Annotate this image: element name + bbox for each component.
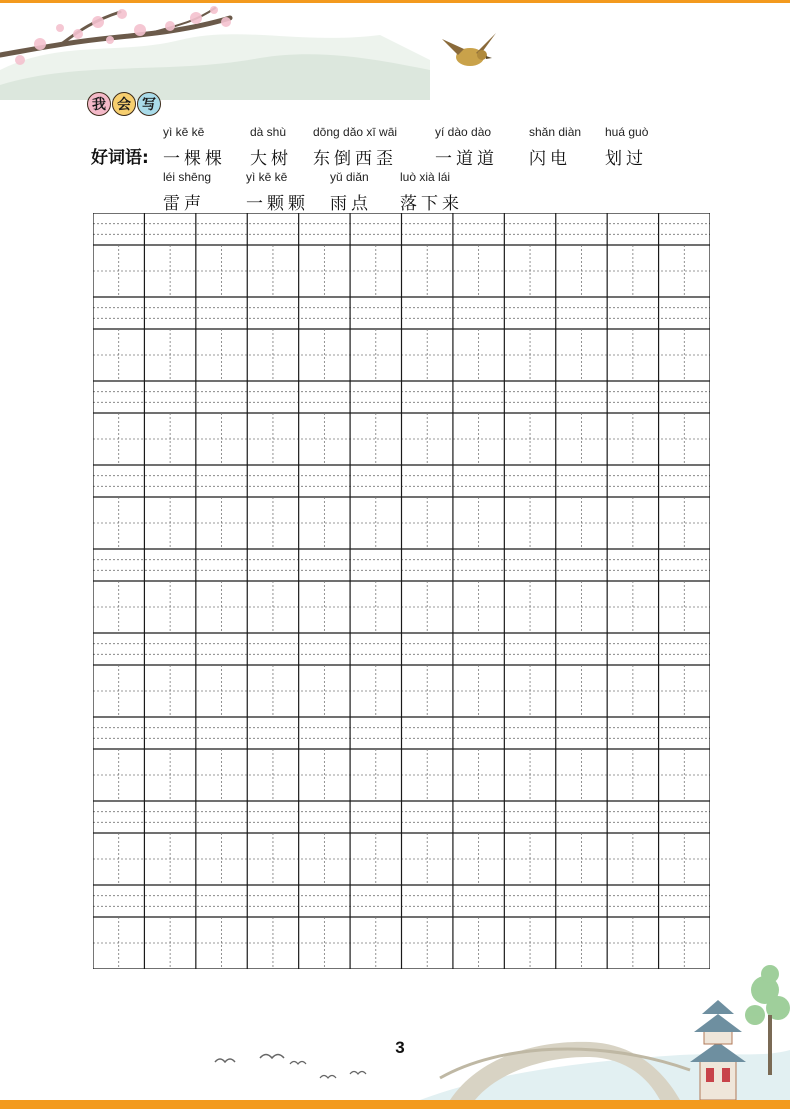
pinyin: dà shù (250, 125, 287, 139)
hanzi: 一棵棵 (163, 149, 226, 169)
pinyin: luò xià lái (400, 170, 451, 184)
pinyin: yì kē kē (163, 125, 205, 139)
hanzi: 雷声 (163, 194, 205, 214)
hanzi: 大树 (250, 149, 292, 169)
pinyin: dōng dǎo xī wāi (313, 125, 398, 139)
heading-char: 会 (112, 92, 136, 116)
page-number: 3 (395, 1038, 405, 1057)
pinyin: yì kē kē (246, 170, 288, 184)
heading-char: 写 (137, 92, 161, 116)
writing-grid-lines (93, 213, 710, 969)
hanzi: 闪电 (529, 149, 571, 169)
hanzi: 落下来 (400, 194, 463, 214)
hanzi: 雨点 (330, 194, 372, 214)
bridge-pavilion-illustration (420, 960, 790, 1100)
vocabulary-label: 好词语: (91, 148, 149, 168)
hanzi: 划过 (605, 149, 647, 169)
pinyin: huá guò (605, 125, 649, 139)
pinyin: yí dào dào (435, 125, 492, 139)
hanzi: 东倒西歪 (313, 149, 397, 169)
blossom-branch-illustration (0, 0, 430, 100)
pinyin: shǎn diàn (529, 125, 582, 139)
hanzi: 一颗颗 (246, 194, 309, 214)
hanzi: 一道道 (435, 149, 498, 169)
pinyin: yǔ diǎn (330, 170, 369, 184)
writing-grid (93, 213, 710, 974)
bottom-orange-bar (0, 1100, 790, 1109)
bird-icon (440, 25, 500, 85)
heading-char: 我 (87, 92, 111, 116)
flying-birds-icon (205, 1050, 385, 1090)
section-heading (87, 92, 162, 116)
pinyin: léi shēng (163, 170, 212, 184)
